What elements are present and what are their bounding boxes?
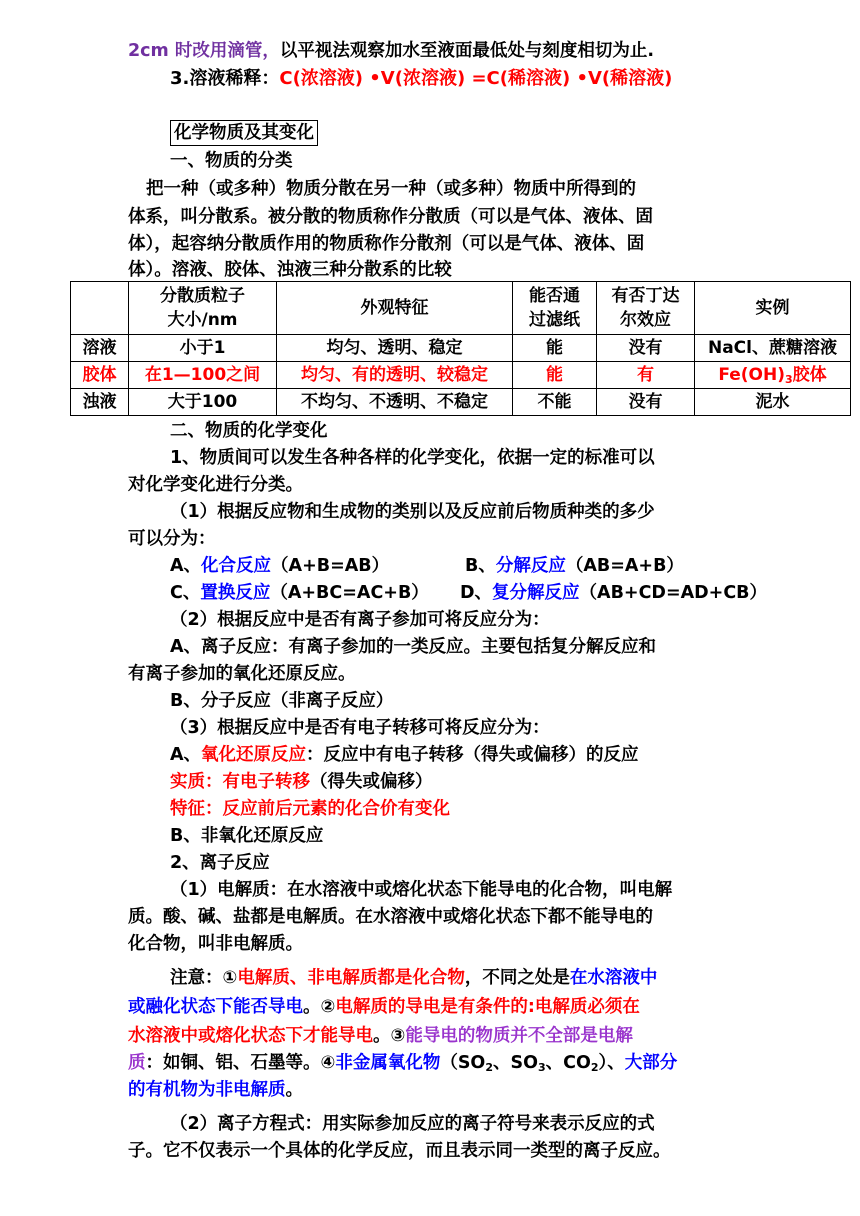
decomposition-reaction: 分解反应 (495, 556, 566, 576)
section-title-line (170, 120, 318, 146)
text-span: 质 (128, 1053, 146, 1073)
table-row (71, 335, 851, 362)
table-row (71, 362, 851, 389)
text-span: 、CO (545, 1053, 591, 1073)
header-text: 有否丁达 (611, 286, 680, 306)
redox-essence: 实质：有电子转移 (170, 772, 310, 792)
table-cell: 均匀、透明、稳定 (277, 335, 513, 362)
text-span: 注意：① (170, 968, 238, 988)
text-span: 以平视法观察加水至液面最低处与刻度相切为止. (279, 41, 655, 61)
heading-classification: 一、物质的分类 (170, 151, 293, 171)
header-text: 过滤纸 (529, 310, 580, 330)
paragraph-line: 化合物，叫非电解质。 (128, 934, 303, 954)
reaction-type-line (170, 553, 389, 579)
subscript: 2 (485, 1061, 493, 1074)
table-header-row (71, 282, 851, 335)
text-span: B、 (465, 556, 496, 576)
text-span: 的有机物为非电解质 (128, 1080, 286, 1100)
table-cell: 能 (513, 362, 597, 389)
paragraph-line: 把一种（或多种）物质分散在另一种（或多种）物质中所得到的 (146, 179, 636, 199)
paragraph-line (170, 769, 433, 795)
text-span: （A+B=AB） (271, 556, 390, 576)
note-line (128, 1077, 303, 1103)
table-cell: 泥水 (695, 389, 851, 416)
table-cell: 在1—100之间 (129, 362, 277, 389)
text-span: A、 (170, 745, 202, 765)
table-cell: 胶体 (71, 362, 129, 389)
text-span: A、 (170, 556, 202, 576)
header-text: 能否通 (529, 286, 580, 306)
text-span: 非金属氧化物 (335, 1053, 441, 1073)
text-span: D、 (460, 583, 493, 603)
table-cell: 浊液 (71, 389, 129, 416)
table-header-cell (513, 282, 597, 335)
heading-chemical-change: 二、物质的化学变化 (170, 421, 328, 441)
text-span: 。 (285, 1080, 303, 1100)
table-header-cell (129, 282, 277, 335)
text-span: 电解质、非电解质都是化合物 (237, 968, 465, 988)
table-cell: 有 (597, 362, 695, 389)
paragraph-line: B、非氧化还原反应 (170, 826, 324, 846)
paragraph-line: （3）根据反应中是否有电子转移可将反应分为： (170, 718, 550, 738)
reaction-type-line (170, 580, 429, 606)
subscript: 3 (785, 373, 793, 386)
note-line (128, 994, 640, 1020)
text-span: 或融化状态下能否导电 (128, 997, 303, 1017)
table-header-cell: 外观特征 (277, 282, 513, 335)
paragraph-line: 子。它不仅表示一个具体的化学反应，而且表示同一类型的离子反应。 (128, 1141, 671, 1161)
paragraph-line: 质。酸、碱、盐都是电解质。在水溶液中或熔化状态下都不能导电的 (128, 907, 653, 927)
table-header-cell (597, 282, 695, 335)
paragraph-line: 体）。溶液、胶体、浊液三种分散系的比较 (128, 260, 452, 280)
header-text: 大小/nm (167, 310, 238, 330)
text-span: 。② (303, 997, 336, 1017)
combination-reaction: 化合反应 (201, 556, 272, 576)
text-span: 大部分 (624, 1053, 678, 1073)
text-span: ，不同之处是 (464, 968, 570, 988)
paragraph-line: B、分子反应（非离子反应） (170, 691, 394, 711)
table-cell: 没有 (597, 335, 695, 362)
note-line (170, 965, 657, 991)
paragraph-line: （1）电解质：在水溶液中或熔化状态下能导电的化合物，叫电解 (170, 880, 673, 900)
text-span: C、 (170, 583, 201, 603)
text-span: 、SO (492, 1053, 538, 1073)
paragraph-line: （1）根据反应物和生成物的类别以及反应前后物质种类的多少 (170, 502, 655, 522)
table-cell (695, 362, 851, 389)
header-text: 尔效应 (620, 310, 671, 330)
table-cell: 溶液 (71, 335, 129, 362)
paragraph-line: 2、离子反应 (170, 853, 270, 873)
header-text: 分散质粒子 (160, 286, 245, 306)
paragraph-line (170, 742, 639, 768)
paragraph-line: A、离子反应：有离子参加的一类反应。主要包括复分解反应和 (170, 637, 657, 657)
paragraph-line: 对化学变化进行分类。 (128, 475, 303, 495)
table-header-cell: 实例 (695, 282, 851, 335)
text-span: （得失或偏移） (310, 772, 433, 792)
note-line (128, 1050, 677, 1076)
text-span: （AB+CD=AD+CB） (579, 583, 768, 603)
reaction-type-line (460, 580, 767, 606)
text-span: （SO (440, 1053, 486, 1073)
text-line (128, 38, 654, 64)
text-span: ：反应中有电子转移（得失或偏移）的反应 (306, 745, 639, 765)
cell-text: 胶体 (792, 365, 827, 385)
section-title: 化学物质及其变化 (170, 120, 318, 146)
text-span: ）、 (598, 1053, 625, 1073)
text-span: 。③ (373, 1026, 406, 1046)
table-cell: 能 (513, 335, 597, 362)
paragraph-line: （2）离子方程式：用实际参加反应的离子符号来表示反应的式 (170, 1114, 655, 1134)
redox-reaction: 氧化还原反应 (201, 745, 307, 765)
table-cell: 没有 (597, 389, 695, 416)
displacement-reaction: 置换反应 (200, 583, 271, 603)
dilution-label: 3.溶液稀释： (170, 68, 280, 89)
text-span: （AB=A+B） (565, 556, 684, 576)
subscript: 3 (537, 1061, 546, 1074)
text-span: 能导电的物质并不全部是电解 (405, 1026, 633, 1046)
paragraph-line: （2）根据反应中是否有离子参加可将反应分为： (170, 610, 550, 630)
paragraph-line: 有离子参加的氧化还原反应。 (128, 664, 356, 684)
dilution-formula: C(浓溶液) •V(浓溶液) =C(稀溶液) •V(稀溶液) (279, 68, 673, 89)
double-decomposition-reaction: 复分解反应 (492, 583, 580, 603)
table-cell: NaCl、蔗糖溶液 (695, 335, 851, 362)
dropper-note: 2cm 时改用滴管， (128, 41, 280, 61)
table-cell: 不均匀、不透明、不稳定 (277, 389, 513, 416)
dilution-formula-line (170, 66, 672, 92)
paragraph-line: 可以分为： (128, 529, 216, 549)
text-span: 在水溶液中 (569, 968, 658, 988)
subscript: 2 (590, 1061, 599, 1074)
paragraph-line: 体系，叫分散系。被分散的物质称作分散质（可以是气体、液体、固 (128, 207, 653, 227)
table-cell: 不能 (513, 389, 597, 416)
table-header-cell (71, 282, 129, 335)
text-span: 水溶液中或熔化状态下才能导电 (128, 1026, 373, 1046)
text-span: （A+BC=AC+B） (270, 583, 429, 603)
paragraph-line: 1、物质间可以发生各种各样的化学变化，依据一定的标准可以 (170, 448, 655, 468)
redox-feature: 特征：反应前后元素的化合价有变化 (170, 799, 450, 819)
table-cell: 大于100 (129, 389, 277, 416)
table-cell: 均匀、有的透明、较稳定 (277, 362, 513, 389)
cell-text: Fe(OH) (718, 365, 785, 385)
table-cell: 小于1 (129, 335, 277, 362)
reaction-type-line (465, 553, 684, 579)
table-row (71, 389, 851, 416)
note-line (128, 1023, 633, 1049)
text-span: 电解质的导电是有条件的:电解质必须在 (335, 997, 640, 1017)
dispersion-comparison-table (70, 281, 851, 416)
text-span: ：如铜、铝、石墨等。④ (145, 1053, 336, 1073)
paragraph-line: 体），起容纳分散质作用的物质称作分散剂（可以是气体、液体、固 (128, 234, 645, 254)
